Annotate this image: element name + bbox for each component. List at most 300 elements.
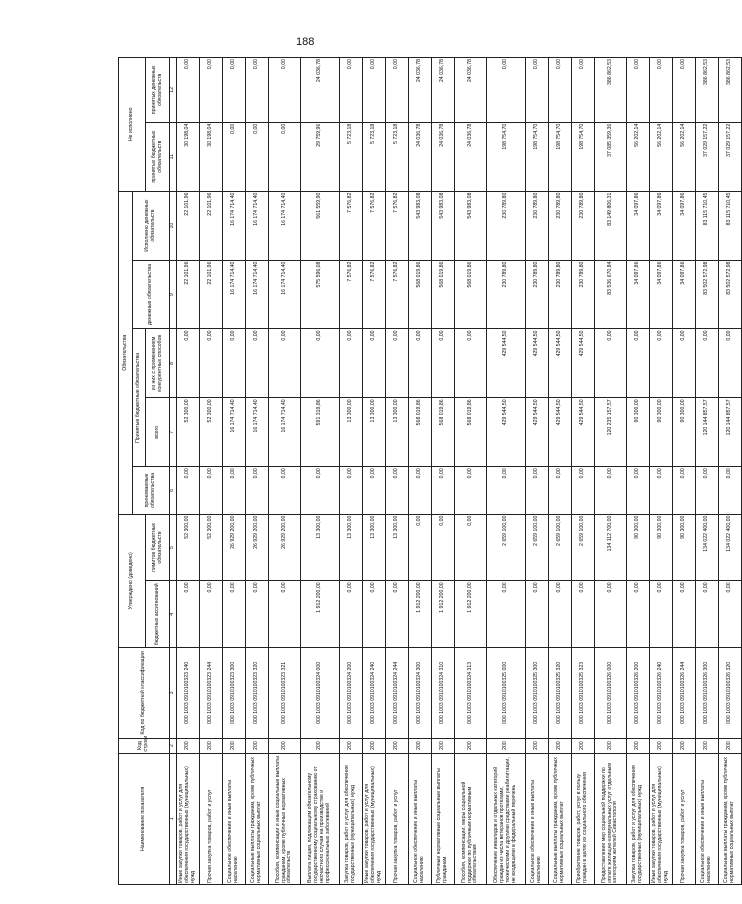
column-number: 9	[170, 260, 177, 329]
column-number-row	[170, 58, 177, 885]
row-kbk: 000 1003 0910100326 300	[696, 648, 719, 738]
row-kbk: 000 1003 0910100325 300	[526, 648, 549, 738]
cell-accepted-total: 90 300,00	[627, 398, 650, 467]
cell-competitive: 0,00	[301, 329, 340, 398]
row-kbk: 000 1003 0910100326 244	[673, 648, 696, 738]
cell-budget-allocations: 0,00	[673, 581, 696, 648]
row-code: 200	[719, 738, 742, 753]
cell-executed: 7 576,82	[363, 191, 386, 260]
cell-budget-allocations: 0,00	[650, 581, 673, 648]
cell-executed: 230 789,80	[526, 191, 549, 260]
row-name: Социальное обеспечение и иные выплаты населению	[526, 753, 549, 884]
cell-budget-allocations: 0,00	[223, 581, 246, 648]
cell-ne-monetary: 0,00	[363, 58, 386, 123]
cell-limits: 134 022 400,00	[696, 514, 719, 581]
row-code: 200	[269, 738, 301, 753]
cell-limits: 2 659 100,00	[526, 514, 549, 581]
row-name: Приобретение товаров, работ, услуг в пользу граждан в целях их социального обеспечения	[572, 753, 595, 884]
cell-ne-monetary: 386 862,53	[595, 58, 627, 123]
table-row	[432, 58, 455, 885]
row-code: 200	[301, 738, 340, 753]
cell-limits: 2 659 100,00	[572, 514, 595, 581]
cell-ne-monetary: 0,00	[627, 58, 650, 123]
cell-monetary: 7 576,82	[363, 260, 386, 329]
table-header	[119, 58, 177, 885]
cell-accepted-obligations: 0,00	[363, 467, 386, 514]
cell-limits: 0,00	[455, 514, 487, 581]
cell-budget-allocations: 1 912 200,00	[455, 581, 487, 648]
row-name: Социальные выплаты гражданам, кроме публичных нормативных социальных выплат	[246, 753, 269, 884]
header-accepted-budget: Принятые бюджетные обязательства	[133, 329, 146, 467]
cell-accepted-total: 429 544,50	[487, 398, 526, 467]
cell-ne-budget: 5 723,18	[386, 122, 409, 191]
cell-accepted-obligations: 0,00	[432, 467, 455, 514]
cell-limits: 0,00	[409, 514, 432, 581]
row-kbk: 000 1003 0910100325 320	[549, 648, 572, 738]
header-approved: Утверждено (доведено)	[119, 514, 146, 648]
cell-executed: 230 789,80	[572, 191, 595, 260]
cell-monetary: 575 596,08	[301, 260, 340, 329]
cell-executed: 16 174 714,40	[246, 191, 269, 260]
row-code: 200	[627, 738, 650, 753]
cell-ne-budget: 198 754,70	[549, 122, 572, 191]
cell-monetary: 230 789,80	[487, 260, 526, 329]
cell-monetary: 568 019,86	[409, 260, 432, 329]
cell-accepted-obligations: 0,00	[340, 467, 363, 514]
cell-accepted-total: 16 174 714,40	[269, 398, 301, 467]
table-row	[363, 58, 386, 885]
cell-budget-allocations: 0,00	[386, 581, 409, 648]
table-row	[487, 58, 526, 885]
cell-competitive: 0,00	[386, 329, 409, 398]
cell-accepted-obligations: 0,00	[487, 467, 526, 514]
cell-ne-budget: 37 029 157,22	[696, 122, 719, 191]
header-name: Наименование показателя	[119, 753, 170, 884]
row-code: 200	[409, 738, 432, 753]
table-row	[455, 58, 487, 885]
cell-budget-allocations: 0,00	[572, 581, 595, 648]
cell-budget-allocations: 1 912 200,00	[301, 581, 340, 648]
cell-limits: 90 300,00	[627, 514, 650, 581]
table-row	[627, 58, 650, 885]
table-row	[223, 58, 246, 885]
row-code: 200	[549, 738, 572, 753]
cell-accepted-obligations: 0,00	[627, 467, 650, 514]
cell-ne-monetary: 0,00	[549, 58, 572, 123]
cell-ne-monetary: 0,00	[200, 58, 223, 123]
cell-limits: 13 300,00	[340, 514, 363, 581]
budget-execution-table	[118, 57, 742, 885]
cell-accepted-total: 120 144 857,57	[696, 398, 719, 467]
cell-monetary: 16 174 714,40	[269, 260, 301, 329]
row-kbk: 000 1003 0910100325 323	[572, 648, 595, 738]
cell-accepted-total: 429 544,50	[572, 398, 595, 467]
cell-executed: 561 559,90	[301, 191, 340, 260]
cell-executed: 230 789,80	[487, 191, 526, 260]
cell-competitive: 0,00	[246, 329, 269, 398]
row-kbk: 000 1003 0910100323 321	[269, 648, 301, 738]
table-row	[650, 58, 673, 885]
row-code: 200	[650, 738, 673, 753]
header-executed: Исполнено денежных обязательств	[133, 191, 170, 260]
cell-accepted-obligations: 0,00	[673, 467, 696, 514]
rotated-table-container	[118, 57, 735, 885]
cell-limits: 13 300,00	[363, 514, 386, 581]
header-monetary: денежные обязательства	[133, 260, 170, 329]
cell-budget-allocations: 0,00	[627, 581, 650, 648]
cell-executed: 543 983,08	[455, 191, 487, 260]
cell-executed: 34 097,86	[673, 191, 696, 260]
row-code: 200	[673, 738, 696, 753]
cell-competitive: 0,00	[455, 329, 487, 398]
row-name: Иные закупки товаров, работ и услуг для обеспечения государственных (муниципальных) нужд	[650, 753, 673, 884]
row-kbk: 000 1003 0910100324 000	[301, 648, 340, 738]
cell-ne-monetary: 24 036,78	[432, 58, 455, 123]
row-kbk: 000 1003 0910100326 200	[627, 648, 650, 738]
cell-limits: 2 659 100,00	[549, 514, 572, 581]
table-row	[340, 58, 363, 885]
row-name: Социальные выплаты гражданам, кроме публичных нормативных социальных выплат	[549, 753, 572, 884]
row-name: Социальные выплаты гражданам, кроме публичных нормативных социальных выплат	[719, 753, 742, 884]
cell-limits: 90 300,00	[673, 514, 696, 581]
cell-competitive: 0,00	[432, 329, 455, 398]
table-row	[549, 58, 572, 885]
cell-competitive: 0,00	[269, 329, 301, 398]
header-obligations: Обязательства	[119, 191, 133, 514]
column-number: 10	[170, 191, 177, 260]
cell-budget-allocations: 0,00	[246, 581, 269, 648]
column-number: 8	[170, 329, 177, 398]
column-number: 7	[170, 398, 177, 467]
cell-ne-monetary: 24 036,78	[301, 58, 340, 123]
cell-ne-monetary: 0,00	[386, 58, 409, 123]
cell-ne-budget: 30 198,04	[177, 122, 200, 191]
cell-accepted-obligations: 0,00	[200, 467, 223, 514]
cell-accepted-total: 90 300,00	[650, 398, 673, 467]
cell-accepted-total: 52 300,00	[200, 398, 223, 467]
row-name: Закупка товаров, работ и услуг для обеспечения государственных (муниципальных) нужд	[627, 753, 650, 884]
row-name: Обеспечение инвалидов и отдельных категорий граждан из числа ветеранов протезами, техническими и другими средствами реабилитации, не входящими в федеральный перечень	[487, 753, 526, 884]
row-code: 200	[223, 738, 246, 753]
row-name: Публичные нормативные социальные выплаты гражданам	[432, 753, 455, 884]
cell-ne-budget: 5 723,18	[340, 122, 363, 191]
row-kbk: 000 1003 0910100323 320	[246, 648, 269, 738]
table-body	[177, 58, 742, 885]
header-budget-allocations: бюджетных ассигнований	[146, 581, 170, 648]
row-name: Пособия, компенсации и иные социальные выплаты гражданам, кроме публичных нормативных обязательств	[269, 753, 301, 884]
table-row	[719, 58, 742, 885]
table-row	[572, 58, 595, 885]
cell-executed: 543 983,08	[432, 191, 455, 260]
cell-ne-budget: 37 029 157,22	[719, 122, 742, 191]
cell-executed: 22 101,96	[200, 191, 223, 260]
row-name: Предоставление мер социальной поддержки по оплате жилищно-коммунальных услуг отдельным категориям жителей Севастополя	[595, 753, 627, 884]
cell-accepted-obligations: 0,00	[572, 467, 595, 514]
cell-competitive: 0,00	[223, 329, 246, 398]
cell-executed: 83 115 710,45	[696, 191, 719, 260]
row-kbk: 000 1003 0910100326 320	[719, 648, 742, 738]
cell-ne-monetary: 0,00	[269, 58, 301, 123]
cell-ne-monetary: 0,00	[223, 58, 246, 123]
cell-competitive: 0,00	[650, 329, 673, 398]
cell-monetary: 83 502 572,98	[696, 260, 719, 329]
row-kbk: 000 1003 0910100323 244	[200, 648, 223, 738]
header-ne-budget: принятых бюджетных обязательств	[146, 122, 170, 191]
cell-accepted-obligations: 0,00	[301, 467, 340, 514]
cell-accepted-total: 429 544,50	[549, 398, 572, 467]
column-number: 12	[170, 58, 177, 123]
row-name: Пособия, компенсации, меры социальной поддержки по публичным нормативным обязательствам	[455, 753, 487, 884]
table-row	[409, 58, 432, 885]
cell-budget-allocations: 0,00	[340, 581, 363, 648]
cell-accepted-obligations: 0,00	[719, 467, 742, 514]
cell-ne-monetary: 0,00	[246, 58, 269, 123]
cell-budget-allocations: 0,00	[269, 581, 301, 648]
cell-accepted-total: 568 019,86	[455, 398, 487, 467]
cell-budget-allocations: 0,00	[526, 581, 549, 648]
cell-ne-budget: 24 036,78	[455, 122, 487, 191]
cell-ne-budget: 56 202,14	[627, 122, 650, 191]
cell-competitive: 429 544,50	[526, 329, 549, 398]
table-row	[696, 58, 719, 885]
column-number: 1	[170, 753, 177, 884]
cell-ne-monetary: 0,00	[526, 58, 549, 123]
report-sheet	[118, 57, 735, 885]
table-row	[301, 58, 340, 885]
cell-competitive: 429 544,50	[487, 329, 526, 398]
header-total: всего	[146, 398, 170, 467]
row-code: 200	[246, 738, 269, 753]
cell-ne-monetary: 0,00	[487, 58, 526, 123]
cell-competitive: 0,00	[200, 329, 223, 398]
cell-monetary: 34 097,86	[650, 260, 673, 329]
header-not-executed: Не исполнено	[119, 58, 146, 192]
cell-executed: 22 101,96	[177, 191, 200, 260]
cell-ne-budget: 198 754,70	[487, 122, 526, 191]
row-kbk: 000 1003 0910100324 300	[409, 648, 432, 738]
cell-competitive: 0,00	[627, 329, 650, 398]
row-code: 200	[487, 738, 526, 753]
row-code: 200	[526, 738, 549, 753]
cell-ne-budget: 198 754,70	[526, 122, 549, 191]
table-row	[246, 58, 269, 885]
cell-monetary: 568 019,86	[432, 260, 455, 329]
row-name: Иные закупки товаров, работ и услуг для обеспечения государственных (муниципальных) нужд	[363, 753, 386, 884]
cell-competitive: 0,00	[177, 329, 200, 398]
cell-executed: 543 983,08	[409, 191, 432, 260]
cell-accepted-total: 120 144 857,57	[719, 398, 742, 467]
cell-budget-allocations: 1 912 200,00	[432, 581, 455, 648]
row-kbk: 000 1003 0910100324 313	[455, 648, 487, 738]
cell-monetary: 16 174 714,40	[246, 260, 269, 329]
row-name: Выплата лицам, подлежащим обязательному государственному социальному страхованию от несчастного случая на производстве и профессиональных заболеваний	[301, 753, 340, 884]
table-row	[200, 58, 223, 885]
column-number: 4	[170, 581, 177, 648]
row-code: 200	[432, 738, 455, 753]
row-kbk: 000 1003 0910100324 200	[340, 648, 363, 738]
cell-limits: 13 300,00	[386, 514, 409, 581]
cell-accepted-obligations: 0,00	[526, 467, 549, 514]
cell-limits: 90 300,00	[650, 514, 673, 581]
cell-ne-budget: 56 202,14	[673, 122, 696, 191]
cell-monetary: 230 789,80	[526, 260, 549, 329]
cell-monetary: 83 536 670,84	[595, 260, 627, 329]
cell-ne-budget: 24 036,78	[432, 122, 455, 191]
cell-budget-allocations: 0,00	[200, 581, 223, 648]
row-kbk: 000 1003 0910100325 000	[487, 648, 526, 738]
cell-monetary: 230 789,80	[572, 260, 595, 329]
cell-accepted-obligations: 0,00	[595, 467, 627, 514]
row-name: Прочая закупка товаров, работ и услуг	[673, 753, 696, 884]
cell-accepted-obligations: 0,00	[223, 467, 246, 514]
cell-ne-budget: 29 759,96	[301, 122, 340, 191]
cell-ne-budget: 0,00	[223, 122, 246, 191]
row-name: Социальное обеспечение и иные выплаты населению	[409, 753, 432, 884]
cell-accepted-total: 90 300,00	[673, 398, 696, 467]
cell-accepted-obligations: 0,00	[409, 467, 432, 514]
cell-executed: 83 149 806,31	[595, 191, 627, 260]
row-name: Социальное обеспечение и иные выплаты населению	[696, 753, 719, 884]
cell-ne-monetary: 0,00	[572, 58, 595, 123]
cell-executed: 16 174 714,40	[269, 191, 301, 260]
cell-ne-budget: 198 754,70	[572, 122, 595, 191]
table-row	[595, 58, 627, 885]
cell-limits: 0,00	[432, 514, 455, 581]
header-limits: лимитов бюджетных обязательств	[146, 514, 170, 581]
cell-accepted-total: 16 174 714,40	[246, 398, 269, 467]
cell-limits: 134 112 700,00	[595, 514, 627, 581]
row-name: Прочая закупка товаров, работ и услуг	[386, 753, 409, 884]
cell-competitive: 0,00	[409, 329, 432, 398]
cell-ne-budget: 0,00	[246, 122, 269, 191]
cell-accepted-total: 16 174 714,40	[223, 398, 246, 467]
cell-competitive: 429 544,50	[549, 329, 572, 398]
cell-ne-monetary: 386 862,53	[696, 58, 719, 123]
table-row	[177, 58, 200, 885]
table-row	[526, 58, 549, 885]
cell-accepted-total: 568 019,86	[409, 398, 432, 467]
cell-budget-allocations: 0,00	[177, 581, 200, 648]
cell-ne-monetary: 24 036,78	[455, 58, 487, 123]
cell-competitive: 0,00	[595, 329, 627, 398]
row-code: 200	[696, 738, 719, 753]
cell-budget-allocations: 0,00	[696, 581, 719, 648]
row-kbk: 000 1003 0910100323 300	[223, 648, 246, 738]
header-accepted-obligations: принимаемые обязательства	[133, 467, 170, 514]
row-code: 200	[200, 738, 223, 753]
row-kbk: 000 1003 0910100326 240	[650, 648, 673, 738]
cell-limits: 13 300,00	[301, 514, 340, 581]
row-name: Закупка товаров, работ и услуг для обеспечения государственных (муниципальных) нужд	[340, 753, 363, 884]
cell-budget-allocations: 0,00	[595, 581, 627, 648]
cell-competitive: 0,00	[673, 329, 696, 398]
cell-limits: 26 929 200,00	[246, 514, 269, 581]
cell-ne-budget: 56 202,14	[650, 122, 673, 191]
cell-accepted-total: 591 319,86	[301, 398, 340, 467]
cell-ne-budget: 24 036,78	[409, 122, 432, 191]
cell-executed: 7 576,82	[340, 191, 363, 260]
table-row	[269, 58, 301, 885]
cell-budget-allocations: 0,00	[719, 581, 742, 648]
cell-monetary: 83 502 572,98	[719, 260, 742, 329]
cell-competitive: 0,00	[363, 329, 386, 398]
cell-competitive: 429 544,50	[572, 329, 595, 398]
cell-ne-monetary: 0,00	[673, 58, 696, 123]
cell-monetary: 22 101,96	[200, 260, 223, 329]
cell-limits: 52 300,00	[177, 514, 200, 581]
cell-executed: 34 097,86	[650, 191, 673, 260]
cell-accepted-obligations: 0,00	[386, 467, 409, 514]
cell-monetary: 16 174 714,40	[223, 260, 246, 329]
row-code: 200	[363, 738, 386, 753]
row-name: Иные закупки товаров, работ и услуг для обеспечения государственных (муниципальных) нужд	[177, 753, 200, 884]
row-code: 200	[386, 738, 409, 753]
cell-accepted-total: 120 235 157,57	[595, 398, 627, 467]
row-kbk: 000 1003 0910100324 240	[363, 648, 386, 738]
cell-monetary: 22 101,96	[177, 260, 200, 329]
cell-monetary: 34 097,86	[673, 260, 696, 329]
cell-limits: 26 929 200,00	[223, 514, 246, 581]
row-kbk: 000 1003 0910100324 310	[432, 648, 455, 738]
cell-monetary: 230 789,80	[549, 260, 572, 329]
row-code: 200	[595, 738, 627, 753]
column-number: 6	[170, 467, 177, 514]
cell-competitive: 0,00	[696, 329, 719, 398]
cell-accepted-total: 13 300,00	[386, 398, 409, 467]
cell-ne-monetary: 0,00	[340, 58, 363, 123]
cell-accepted-total: 568 019,86	[432, 398, 455, 467]
row-kbk: 000 1003 0910100326 000	[595, 648, 627, 738]
row-code: 200	[177, 738, 200, 753]
cell-ne-monetary: 0,00	[650, 58, 673, 123]
cell-monetary: 568 019,86	[455, 260, 487, 329]
cell-monetary: 7 576,82	[386, 260, 409, 329]
cell-executed: 7 576,82	[386, 191, 409, 260]
cell-ne-monetary: 24 036,78	[409, 58, 432, 123]
row-code: 200	[455, 738, 487, 753]
cell-executed: 16 174 714,40	[223, 191, 246, 260]
cell-accepted-obligations: 0,00	[455, 467, 487, 514]
cell-accepted-obligations: 0,00	[246, 467, 269, 514]
cell-limits: 2 659 100,00	[487, 514, 526, 581]
cell-competitive: 0,00	[719, 329, 742, 398]
cell-ne-budget: 37 085 359,36	[595, 122, 627, 191]
cell-ne-monetary: 386 862,53	[719, 58, 742, 123]
column-number: 3	[170, 648, 177, 738]
cell-competitive: 0,00	[340, 329, 363, 398]
table-row	[673, 58, 696, 885]
row-code: 200	[340, 738, 363, 753]
header-ne-monetary: принятых денежных обязательств	[146, 58, 170, 123]
cell-monetary: 34 097,86	[627, 260, 650, 329]
row-name: Социальное обеспечение и иные выплаты населению	[223, 753, 246, 884]
cell-budget-allocations: 0,00	[549, 581, 572, 648]
row-name: Прочая закупка товаров, работ и услуг	[200, 753, 223, 884]
cell-accepted-obligations: 0,00	[549, 467, 572, 514]
cell-accepted-obligations: 0,00	[650, 467, 673, 514]
column-number: 5	[170, 514, 177, 581]
cell-ne-monetary: 0,00	[177, 58, 200, 123]
cell-budget-allocations: 1 912 200,00	[409, 581, 432, 648]
row-kbk: 000 1003 0910100324 244	[386, 648, 409, 738]
cell-accepted-obligations: 0,00	[696, 467, 719, 514]
cell-ne-budget: 0,00	[269, 122, 301, 191]
cell-budget-allocations: 0,00	[487, 581, 526, 648]
cell-executed: 34 097,86	[627, 191, 650, 260]
row-kbk: 000 1003 0910100323 240	[177, 648, 200, 738]
cell-executed: 230 789,80	[549, 191, 572, 260]
cell-ne-budget: 5 723,18	[363, 122, 386, 191]
